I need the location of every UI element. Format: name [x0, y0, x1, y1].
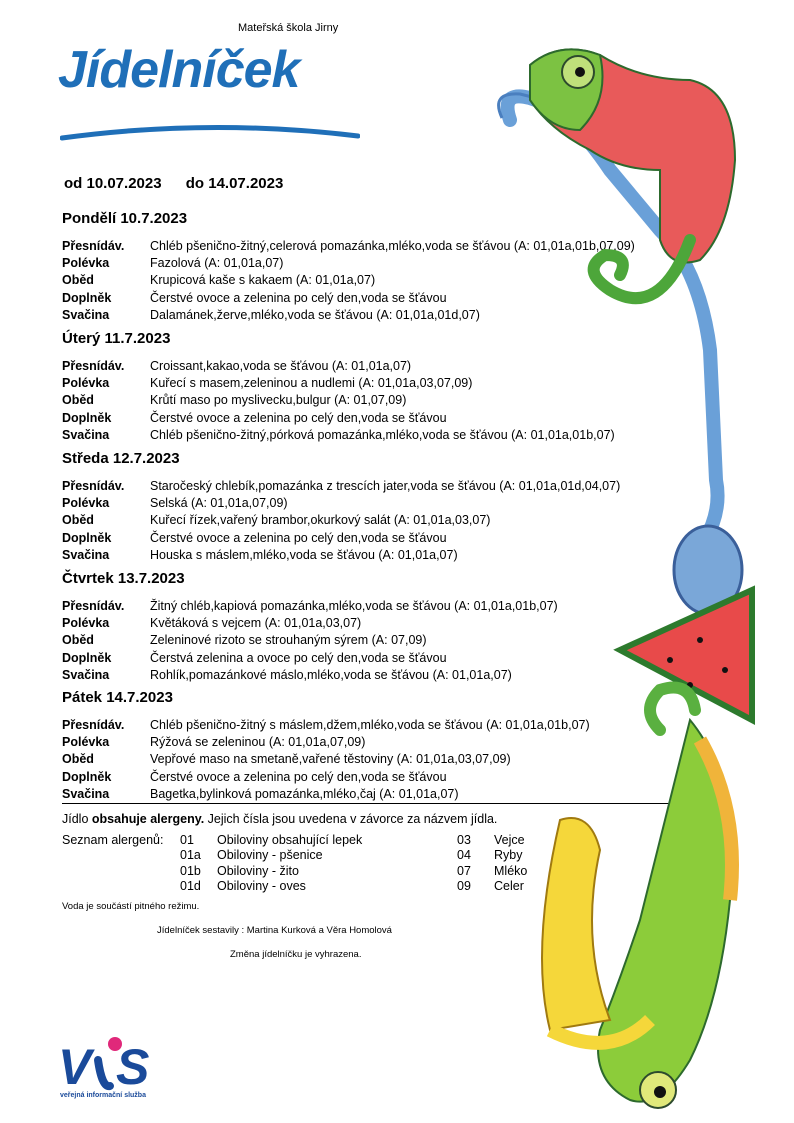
- meal-label: Polévka: [62, 616, 110, 631]
- allergen-note: [62, 812, 497, 826]
- meal-text: Kuřecí řízek,vařený brambor,okurkový salát (A: 01,01a,03,07): [150, 513, 491, 528]
- meal-label: Polévka: [62, 496, 110, 511]
- meal-text: Čerstvé ovoce a zelenina po celý den,voda se šťávou: [150, 769, 447, 784]
- svg-text:V: V: [58, 1039, 92, 1092]
- meal-text: Chléb pšeničnо-žitný s máslem,džem,mléko,voda se šťávou (A: 01,01a,01b,07): [150, 718, 590, 732]
- meal-text: Rohlík,pomazánkové máslo,mléko,voda se šťávou (A: 01,01a,07): [150, 667, 512, 682]
- meal-label: Doplněk: [62, 650, 112, 665]
- meal-row: [62, 668, 512, 685]
- meal-row: [62, 599, 558, 616]
- meal-label: Doplněk: [62, 290, 112, 305]
- meal-label: Svačina: [62, 667, 110, 682]
- meal-label: Oběd: [62, 633, 94, 648]
- day-heading: Pondělí 10.7.2023: [62, 210, 188, 227]
- meal-label: Polévka: [62, 376, 110, 391]
- meal-row: [62, 633, 427, 650]
- allergen-code: 01b: [180, 863, 201, 878]
- meal-row: [62, 735, 365, 752]
- meal-text: Fazolová (A: 01,01a,07): [150, 256, 284, 271]
- date-range: [64, 175, 303, 192]
- meal-label: Svačina: [62, 547, 110, 562]
- meal-row: [62, 752, 511, 769]
- meal-row: [62, 273, 375, 290]
- meal-text: Krůtí maso po myslivecku,bulgur (A: 01,07,09): [150, 393, 407, 408]
- day-heading: Čtvrtek 13.7.2023: [62, 570, 185, 587]
- meal-label: Oběd: [62, 752, 94, 767]
- allergen-code: 01d: [180, 878, 201, 893]
- water-note: Voda je součástí pitného režimu.: [62, 901, 200, 912]
- day-heading: Pátek 14.7.2023: [62, 689, 173, 706]
- allergen-code: 01a: [180, 848, 201, 863]
- allergen-name: Mléko: [494, 863, 528, 878]
- svg-text:S: S: [116, 1039, 150, 1092]
- meal-label: Přesnídáv.: [62, 599, 125, 613]
- meal-row: [62, 787, 459, 804]
- date-from: od 10.07.2023: [64, 175, 162, 192]
- meal-label: Přesnídáv.: [62, 718, 125, 732]
- day-heading: Středa 12.7.2023: [62, 450, 180, 467]
- meal-label: Svačina: [62, 786, 110, 801]
- meal-label: Svačina: [62, 307, 110, 322]
- allergen-code: 04: [457, 848, 471, 863]
- meal-label: Přesnídáv.: [62, 479, 125, 493]
- meal-text: Krupicová kaše s kakaem (A: 01,01a,07): [150, 273, 376, 288]
- school-name: Mateřská škola Jirny: [238, 22, 339, 34]
- meal-label: Doplněk: [62, 769, 112, 784]
- meal-label: Polévka: [62, 256, 110, 271]
- allergen-list-label: Seznam alergenů:: [62, 833, 164, 847]
- allergen-name: Obiloviny - žito: [217, 863, 299, 878]
- meal-text: Květáková s vejcem (A: 01,01a,03,07): [150, 616, 362, 631]
- meal-label: Oběd: [62, 393, 94, 408]
- meal-text: Chléb pšeničnо-žitný,pórková pomazánka,mléko,voda se šťávou (A: 01,01a,01b,07): [150, 427, 615, 442]
- allergen-code: 03: [457, 833, 471, 847]
- meal-text: Staročeský chlebík,pomazánka z trescích jater,voda se šťávou (A: 01,01a,01d,04,07): [150, 479, 621, 493]
- meal-text: Čerstvá zelenina a ovoce po celý den,voda se šťávou: [150, 650, 447, 665]
- meal-text: Čerstvé ovoce a zelenina po celý den,voda se šťávou: [150, 530, 447, 545]
- meal-label: Doplněk: [62, 410, 112, 425]
- changes-note: Změna jídelníčku je vyhrazena.: [230, 949, 362, 960]
- meal-text: Kuřecí s masem,zeleninou a nudlemi (A: 01,01a,03,07,09): [150, 376, 473, 391]
- meal-row: [62, 770, 447, 787]
- meal-text: Selská (A: 01,01a,07,09): [150, 496, 288, 511]
- meal-text: Rýžová se zeleninou (A: 01,01a,07,09): [150, 735, 366, 750]
- compiled-by: Jídelníček sestavily : Martina Kurková a Věra Homolová: [157, 925, 392, 936]
- meal-row: [62, 548, 458, 565]
- allergen-code: 09: [457, 878, 471, 893]
- meal-row: [62, 651, 447, 668]
- meal-label: Oběd: [62, 273, 94, 288]
- allergen-code: 01: [180, 833, 194, 847]
- allergen-name: Obiloviny obsahující lepek: [217, 833, 363, 847]
- meal-text: Bagetka,bylinková pomazánka,mléko,čaj (A: 01,01a,07): [150, 786, 459, 801]
- meal-text: Čerstvé ovoce a zelenina po celý den,voda se šťávou: [150, 290, 447, 305]
- meal-row: [62, 376, 472, 393]
- meal-row: [62, 256, 283, 273]
- chameleon-illustration: [490, 20, 790, 1120]
- meal-label: Přesnídáv.: [62, 239, 125, 253]
- meal-text: Croissant,kakao,voda se šťávou (A: 01,01a,07): [150, 359, 412, 373]
- meal-label: Svačina: [62, 427, 110, 442]
- meal-text: Žitný chléb,kapiová pomazánka,mléko,voda se šťávou (A: 01,01a,01b,07): [150, 599, 558, 613]
- meal-row: [62, 291, 447, 308]
- meal-row: [62, 359, 411, 376]
- meal-label: Polévka: [62, 735, 110, 750]
- meal-text: Zeleninové rizoto se strouhaným sýrem (A: 07,09): [150, 633, 427, 648]
- allergen-name: Ryby: [494, 848, 523, 863]
- allergen-note-suffix: Jejich čísla jsou uvedena v závorce za názvem jídla.: [204, 812, 498, 826]
- meal-text: Chléb pšeničnо-žitný,celerová pomazánka,mléko,voda se šťávou (A: 01,01a,01b,07,09): [150, 239, 635, 253]
- allergen-note-prefix: Jídlo: [62, 812, 92, 826]
- meal-row: [62, 411, 447, 428]
- allergen-name: Obiloviny - pšenice: [217, 848, 323, 863]
- meal-row: [62, 513, 490, 530]
- allergen-code: 07: [457, 863, 471, 878]
- meal-label: Oběd: [62, 513, 94, 528]
- meal-label: Přesnídáv.: [62, 359, 125, 373]
- vis-logo: [58, 1030, 168, 1092]
- allergen-name: Celer: [494, 878, 524, 893]
- page-title: Jídelníček: [58, 41, 300, 99]
- allergen-note-bold: obsahuje alergeny.: [91, 812, 205, 826]
- meal-text: Vepřové maso na smetaně,vařené těstoviny (A: 01,01a,03,07,09): [150, 752, 511, 767]
- meal-row: [62, 531, 447, 548]
- logo-subtitle: veřejná informační služba: [60, 1092, 146, 1099]
- day-heading: Úterý 11.7.2023: [62, 330, 171, 347]
- meal-label: Doplněk: [62, 530, 112, 545]
- meal-text: Dalamánek,žerve,mléko,voda se šťávou (A: 01,01a,01d,07): [150, 307, 480, 322]
- date-to: do 14.07.2023: [185, 175, 284, 192]
- meal-row: [62, 308, 480, 325]
- allergen-name: Vejce: [494, 833, 525, 847]
- title-swoosh: [60, 118, 360, 144]
- meal-text: Čerstvé ovoce a zelenina po celý den,voda se šťávou: [150, 410, 447, 425]
- meal-text: Houska s máslem,mléko,voda se šťávou (A: 01,01a,07): [150, 547, 458, 562]
- meal-row: [62, 393, 406, 410]
- allergen-name: Obiloviny - oves: [217, 878, 306, 893]
- meal-row: [62, 496, 288, 513]
- meal-row: [62, 616, 361, 633]
